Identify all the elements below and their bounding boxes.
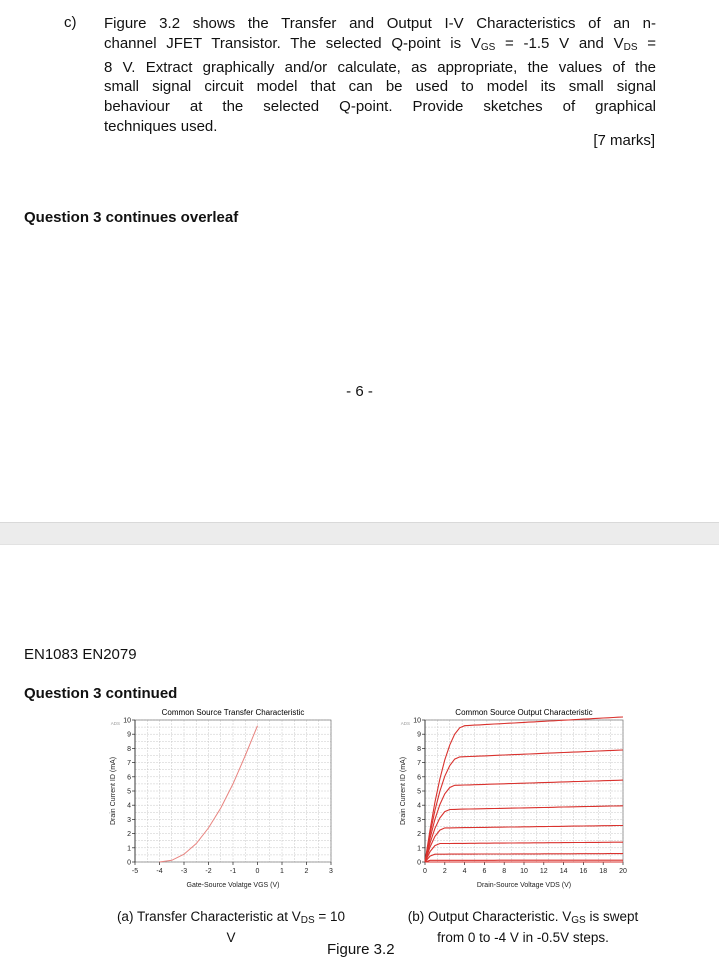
page-separator — [0, 522, 719, 545]
y-tick-label: 1 — [127, 845, 131, 853]
x-tick-label: 1 — [280, 868, 284, 875]
question-text — [104, 14, 656, 137]
course-code: EN1083 EN2079 — [24, 646, 137, 663]
x-tick-label: 10 — [520, 868, 528, 875]
x-tick-label: 4 — [462, 868, 467, 875]
y-tick-label: 5 — [127, 788, 131, 796]
x-tick-label: 14 — [559, 868, 568, 875]
y-tick-label: 9 — [127, 731, 131, 739]
y-tick-label: 8 — [127, 745, 131, 753]
y-tick-label: 7 — [127, 760, 131, 768]
x-tick-label: -3 — [180, 868, 188, 875]
x-tick-label: 0 — [423, 868, 427, 875]
y-tick-label: 7 — [417, 760, 421, 768]
y-axis-label: Drain Current ID (mA) — [400, 756, 407, 826]
question-line: small signal circuit model that can be used to model its small signal — [104, 78, 656, 96]
x-axis-label: Gate-Source Volatge VGS (V) — [186, 882, 280, 889]
y-tick-label: 0 — [417, 859, 421, 867]
y-tick-label: 8 — [417, 745, 421, 753]
x-tick-label: 18 — [599, 868, 608, 875]
x-tick-label: 16 — [579, 868, 588, 875]
x-tick-label: -5 — [131, 868, 139, 875]
y-tick-label: 2 — [417, 831, 421, 839]
x-tick-label: -1 — [229, 868, 237, 875]
question-label: c) — [64, 14, 77, 31]
x-tick-label: 3 — [329, 868, 333, 875]
marks-label: [7 marks] — [593, 132, 655, 149]
x-tick-label: 2 — [304, 868, 309, 875]
x-axis-label: Drain-Source Voltage VDS (V) — [476, 882, 572, 889]
question-line: channel JFET Transistor. The selected Q-point is $V_{GS} = -1.5$ V and $V_{DS}$ = — [104, 34, 656, 53]
x-tick-label: 6 — [482, 868, 487, 875]
y-tick-label: 9 — [417, 731, 421, 739]
page-number: - 6 - — [346, 383, 373, 400]
question-line: 8 V. Extract graphically and/or calculate, as appropriate, the values of the — [104, 58, 656, 76]
figure-label: Figure 3.2 — [327, 941, 395, 958]
y-tick-label: 10 — [413, 717, 421, 725]
question-line: behaviour at the selected Q-point. Provide sketches of graphical — [104, 98, 656, 116]
x-tick-label: 0 — [255, 868, 260, 875]
y-tick-label: 3 — [417, 816, 421, 824]
y-tick-label: 0 — [127, 859, 131, 867]
y-tick-label: 10 — [123, 717, 131, 725]
y-tick-label: 4 — [127, 802, 131, 810]
question-line: Figure 3.2 shows the Transfer and Output I-V Characteristics of an n- — [104, 15, 656, 32]
corner-label: ADS — [110, 721, 120, 726]
output-characteristic-chart — [385, 700, 647, 900]
y-tick-label: 6 — [127, 774, 131, 782]
y-axis-label: Drain Current ID (mA) — [110, 756, 117, 826]
x-tick-label: -2 — [205, 868, 212, 875]
y-tick-label: 4 — [417, 802, 421, 810]
y-tick-label: 3 — [127, 816, 131, 824]
caption-a: (a) Transfer Characteristic at $V_{DS} = 10$ V — [116, 909, 346, 945]
x-tick-label: 12 — [539, 868, 548, 875]
y-tick-label: 5 — [417, 788, 421, 796]
caption-b: (b) Output Characteristic. $V_{GS}$ is swept from 0 to -4 V in -0.5V steps. — [407, 909, 639, 945]
transfer-characteristic-chart — [95, 702, 355, 900]
y-tick-label: 1 — [417, 845, 421, 853]
x-tick-label: 20 — [619, 868, 627, 875]
y-tick-label: 2 — [127, 831, 131, 839]
question-line: techniques used. — [104, 117, 218, 135]
chart-title: Common Source Output Characteristic — [455, 708, 593, 717]
x-tick-label: 8 — [502, 868, 507, 875]
y-tick-label: 6 — [417, 774, 421, 782]
chart-title: Common Source Transfer Characteristic — [161, 708, 305, 717]
question-continued-heading: Question 3 continued — [24, 685, 178, 702]
x-tick-label: 2 — [442, 868, 447, 875]
continues-overleaf-heading: Question 3 continues overleaf — [24, 209, 239, 226]
x-tick-label: -4 — [156, 868, 163, 875]
corner-label: ADS — [400, 721, 410, 726]
